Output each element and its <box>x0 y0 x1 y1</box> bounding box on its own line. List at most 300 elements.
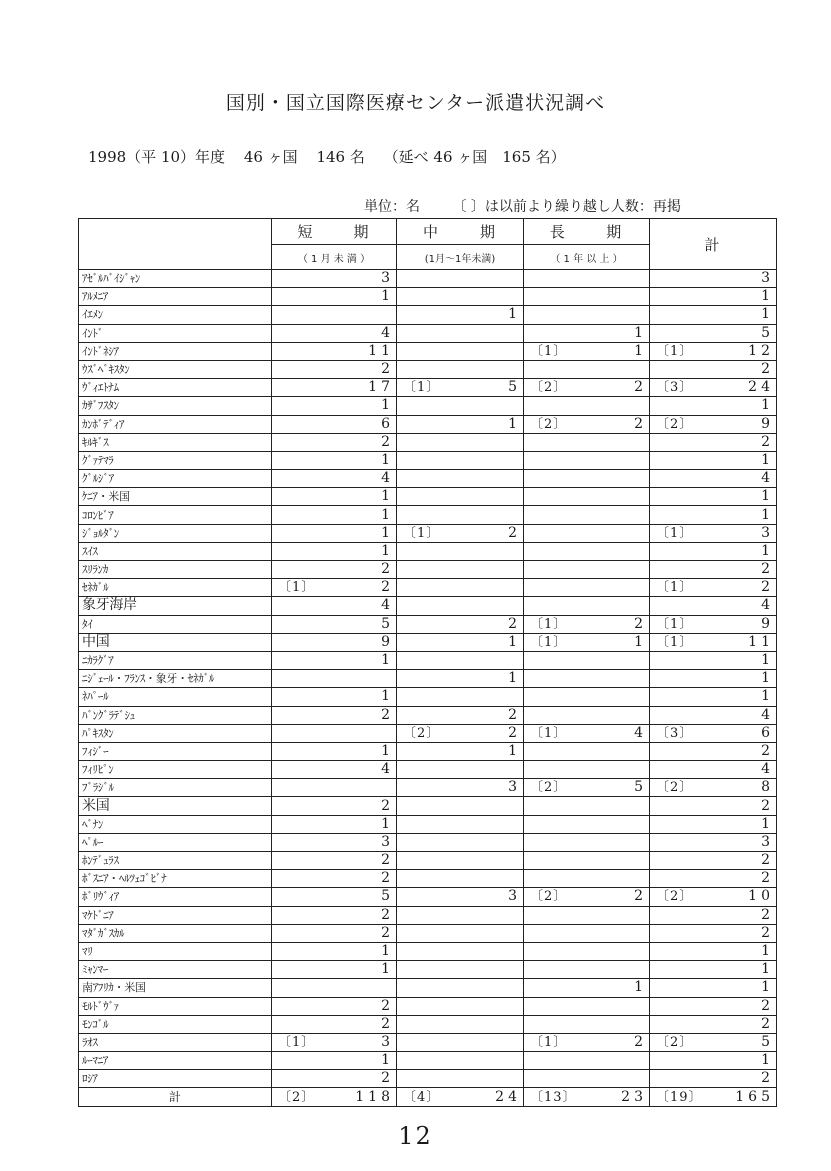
total-cell <box>650 1070 777 1088</box>
mid-cell <box>397 833 524 851</box>
total-cell <box>650 979 777 997</box>
total-count: 4 <box>761 706 774 723</box>
country-name: ﾎﾞｽﾆｱ・ﾍﾙﾂｪｺﾞﾋﾞﾅ <box>79 870 272 888</box>
total-cell <box>650 597 777 615</box>
long-count: 2 <box>634 379 647 396</box>
country-name: ﾆｶﾗｸﾞｱ <box>79 651 272 669</box>
total-cell <box>650 433 777 451</box>
mid-cell <box>397 488 524 506</box>
total-count: 165 <box>735 1088 774 1105</box>
short-count: 6 <box>381 415 394 432</box>
short-cell <box>272 979 397 997</box>
total-cell <box>650 761 777 779</box>
mid-cell <box>397 506 524 524</box>
short-count: 2 <box>381 924 394 941</box>
total-count: 2 <box>761 433 774 450</box>
long-cell <box>524 270 650 288</box>
short-cell <box>272 742 397 760</box>
short-count: 2 <box>381 561 394 578</box>
total-carryover: 〔2〕 <box>656 889 694 905</box>
short-cell <box>272 597 397 615</box>
long-cell <box>524 1070 650 1088</box>
table-row <box>79 470 777 488</box>
mid-carryover: 〔4〕 <box>403 1089 441 1105</box>
mid-count: 2 <box>508 724 521 741</box>
short-cell <box>272 433 397 451</box>
header-short-a: 短 <box>297 223 315 241</box>
long-count: 1 <box>634 979 647 996</box>
table-row <box>79 1033 777 1051</box>
total-carryover: 〔1〕 <box>656 580 694 596</box>
mid-cell <box>397 797 524 815</box>
long-cell <box>524 1015 650 1033</box>
total-cell <box>650 415 777 433</box>
country-name: ｲﾝﾄﾞﾈｼｱ <box>79 342 272 360</box>
table-row <box>79 688 777 706</box>
total-count: 1 <box>761 451 774 468</box>
dispatch-table <box>78 218 777 1107</box>
total-cell <box>650 397 777 415</box>
country-name: ｽﾘﾗﾝｶ <box>79 561 272 579</box>
short-cell <box>272 1015 397 1033</box>
table-row <box>79 270 777 288</box>
total-count: 1 <box>761 542 774 559</box>
long-count: 2 <box>634 615 647 632</box>
header-mid-sub: (1月～1年未満) <box>397 245 524 270</box>
mid-carryover: 〔1〕 <box>403 380 441 396</box>
total-count: 2 <box>761 561 774 578</box>
mid-cell <box>397 779 524 797</box>
mid-cell <box>397 561 524 579</box>
table-row <box>79 324 777 342</box>
total-carryover: 〔1〕 <box>656 616 694 632</box>
table-row <box>79 906 777 924</box>
mid-cell <box>397 597 524 615</box>
short-cell <box>272 579 397 597</box>
long-cell <box>524 561 650 579</box>
total-cell <box>650 942 777 960</box>
total-carryover: 〔3〕 <box>656 725 694 741</box>
short-count: 118 <box>355 1088 394 1105</box>
mid-cell <box>397 542 524 560</box>
short-count: 1 <box>381 815 394 832</box>
short-cell <box>272 961 397 979</box>
long-cell <box>524 1052 650 1070</box>
bracket-note: 〔 〕は以前より繰り越し人数：再掲 <box>452 199 681 215</box>
total-count: 2 <box>761 852 774 869</box>
mid-cell <box>397 270 524 288</box>
country-name: ﾀｲ <box>79 615 272 633</box>
short-cell <box>272 470 397 488</box>
short-count: 2 <box>381 1015 394 1032</box>
long-cell <box>524 579 650 597</box>
table-row <box>79 742 777 760</box>
mid-count: 1 <box>508 670 521 687</box>
table-row <box>79 633 777 651</box>
long-cell <box>524 979 650 997</box>
mid-cell <box>397 924 524 942</box>
short-count: 1 <box>381 506 394 523</box>
total-count: 1 <box>761 961 774 978</box>
header-country <box>79 219 272 270</box>
mid-count: 1 <box>508 633 521 650</box>
total-count: 1 <box>761 652 774 669</box>
total-count: 11 <box>748 633 774 650</box>
short-count: 2 <box>381 1070 394 1087</box>
short-cell <box>272 706 397 724</box>
total-count: 1 <box>761 943 774 960</box>
unit-label: 単位：名 <box>364 199 420 215</box>
mid-count: 2 <box>508 706 521 723</box>
total-cell <box>650 1052 777 1070</box>
short-cell <box>272 651 397 669</box>
mid-cell <box>397 979 524 997</box>
total-count: 5 <box>761 324 774 341</box>
country-name: ﾏﾀﾞｶﾞｽｶﾙ <box>79 924 272 942</box>
short-count: 2 <box>381 852 394 869</box>
short-count: 2 <box>381 706 394 723</box>
summary-persons: 146 名 <box>316 148 365 166</box>
country-name: ﾊﾟｷｽﾀﾝ <box>79 724 272 742</box>
total-cell <box>650 615 777 633</box>
short-cell <box>272 615 397 633</box>
long-carryover: 〔1〕 <box>530 634 568 650</box>
table-row <box>79 433 777 451</box>
short-count: 2 <box>381 997 394 1014</box>
total-count: 1 <box>761 506 774 523</box>
mid-cell <box>397 433 524 451</box>
total-cell <box>650 342 777 360</box>
short-cell <box>272 633 397 651</box>
mid-count: 3 <box>508 888 521 905</box>
mid-cell <box>397 742 524 760</box>
country-name: ｺﾛﾝﾋﾞｱ <box>79 506 272 524</box>
short-cell <box>272 1088 397 1107</box>
long-carryover: 〔1〕 <box>530 1034 568 1050</box>
country-name: ﾈﾊﾟｰﾙ <box>79 688 272 706</box>
long-cell <box>524 906 650 924</box>
table-row <box>79 615 777 633</box>
long-cell <box>524 888 650 906</box>
long-cell <box>524 306 650 324</box>
table-row <box>79 651 777 669</box>
total-count: 2 <box>761 1070 774 1087</box>
mid-cell <box>397 524 524 542</box>
total-cell <box>650 833 777 851</box>
mid-count: 1 <box>508 415 521 432</box>
mid-cell <box>397 942 524 960</box>
total-count: 5 <box>761 1033 774 1050</box>
total-cell <box>650 506 777 524</box>
header-mid-a: 中 <box>422 223 440 241</box>
long-cell <box>524 397 650 415</box>
total-count: 2 <box>761 797 774 814</box>
header-mid-b: 期 <box>479 223 497 241</box>
country-name: ｲﾝﾄﾞ <box>79 324 272 342</box>
total-count: 2 <box>761 1015 774 1032</box>
mid-cell <box>397 1088 524 1107</box>
country-name: ｹﾆｱ・米国 <box>79 488 272 506</box>
total-count: 6 <box>761 724 774 741</box>
page-number: 12 <box>398 1122 433 1150</box>
long-cell <box>524 761 650 779</box>
header-total-label: 計 <box>704 235 722 254</box>
table-row <box>79 724 777 742</box>
total-carryover: 〔3〕 <box>656 380 694 396</box>
header-long-b: 期 <box>606 223 624 241</box>
total-cell <box>650 324 777 342</box>
short-count: 2 <box>381 906 394 923</box>
table-row <box>79 942 777 960</box>
short-cell <box>272 306 397 324</box>
short-count: 9 <box>381 633 394 650</box>
table-row <box>79 979 777 997</box>
short-cell <box>272 888 397 906</box>
country-name: ﾊﾞﾝｸﾞﾗﾃﾞｼｭ <box>79 706 272 724</box>
totals-label: 計 <box>79 1088 272 1107</box>
country-name: ｸﾞﾙｼﾞｱ <box>79 470 272 488</box>
long-count: 1 <box>634 342 647 359</box>
country-name: ﾓﾝｺﾞﾙ <box>79 1015 272 1033</box>
total-count: 4 <box>761 597 774 614</box>
country-name: ﾆｼﾞｪｰﾙ・ﾌﾗﾝｽ・象牙・ｾﾈｶﾞﾙ <box>79 670 272 688</box>
short-count: 1 <box>381 288 394 305</box>
mid-cell <box>397 724 524 742</box>
table-row <box>79 870 777 888</box>
total-count: 2 <box>761 924 774 941</box>
long-cell <box>524 1088 650 1107</box>
short-count: 1 <box>381 943 394 960</box>
short-cell <box>272 761 397 779</box>
mid-cell <box>397 324 524 342</box>
total-cell <box>650 306 777 324</box>
country-name: 象牙海岸 <box>79 597 272 615</box>
short-cell <box>272 415 397 433</box>
country-name: ﾌｨﾘﾋﾟﾝ <box>79 761 272 779</box>
long-cell <box>524 633 650 651</box>
long-cell <box>524 524 650 542</box>
short-cell <box>272 924 397 942</box>
long-cell <box>524 451 650 469</box>
total-cell <box>650 579 777 597</box>
long-cell <box>524 688 650 706</box>
total-count: 2 <box>761 870 774 887</box>
mid-count: 2 <box>508 615 521 632</box>
country-name: ﾌｨｼﾞｰ <box>79 742 272 760</box>
short-cell <box>272 1052 397 1070</box>
short-count: 3 <box>381 833 394 850</box>
short-cell <box>272 524 397 542</box>
short-cell <box>272 451 397 469</box>
header-long <box>524 219 650 245</box>
header-long-sub: （ 1 年 以 上 ） <box>524 245 650 270</box>
total-cell <box>650 270 777 288</box>
long-cell <box>524 961 650 979</box>
total-count: 4 <box>761 470 774 487</box>
mid-cell <box>397 360 524 378</box>
long-cell <box>524 942 650 960</box>
long-carryover: 〔2〕 <box>530 889 568 905</box>
long-cell <box>524 324 650 342</box>
long-cell <box>524 997 650 1015</box>
short-cell <box>272 724 397 742</box>
total-cell <box>650 360 777 378</box>
table-row <box>79 997 777 1015</box>
mid-cell <box>397 852 524 870</box>
long-cell <box>524 706 650 724</box>
total-count: 1 <box>761 1052 774 1069</box>
long-cell <box>524 415 650 433</box>
total-cell <box>650 924 777 942</box>
table-row <box>79 288 777 306</box>
total-count: 1 <box>761 488 774 505</box>
total-cell <box>650 870 777 888</box>
total-cell <box>650 1015 777 1033</box>
long-cell <box>524 360 650 378</box>
country-name: ｱﾙﾒﾆｱ <box>79 288 272 306</box>
total-cell <box>650 815 777 833</box>
mid-count: 1 <box>508 742 521 759</box>
table-row <box>79 597 777 615</box>
long-cell <box>524 288 650 306</box>
summary-countries: 46 ヶ国 <box>243 148 298 166</box>
total-cell <box>650 488 777 506</box>
long-carryover: 〔2〕 <box>530 416 568 432</box>
long-carryover: 〔1〕 <box>530 343 568 359</box>
country-name: ﾌﾞﾗｼﾞﾙ <box>79 779 272 797</box>
short-cell <box>272 906 397 924</box>
long-cell <box>524 615 650 633</box>
short-cell <box>272 833 397 851</box>
short-count: 1 <box>381 1052 394 1069</box>
short-count: 1 <box>381 652 394 669</box>
short-cell <box>272 670 397 688</box>
table-row <box>79 506 777 524</box>
total-count: 3 <box>761 270 774 287</box>
long-count: 1 <box>634 633 647 650</box>
total-count: 2 <box>761 906 774 923</box>
country-name: 米国 <box>79 797 272 815</box>
country-name: 中国 <box>79 633 272 651</box>
country-name: ﾎﾞﾘｳﾞｨｱ <box>79 888 272 906</box>
country-name: ﾍﾟﾙｰ <box>79 833 272 851</box>
total-count: 9 <box>761 615 774 632</box>
mid-cell <box>397 451 524 469</box>
short-cell <box>272 797 397 815</box>
mid-cell <box>397 997 524 1015</box>
long-carryover: 〔1〕 <box>530 725 568 741</box>
long-cell <box>524 833 650 851</box>
short-cell <box>272 561 397 579</box>
mid-carryover: 〔2〕 <box>403 725 441 741</box>
table-row <box>79 1015 777 1033</box>
total-cell <box>650 688 777 706</box>
short-cell <box>272 270 397 288</box>
short-cell <box>272 324 397 342</box>
table-row <box>79 451 777 469</box>
total-carryover: 〔2〕 <box>656 416 694 432</box>
table-row <box>79 1052 777 1070</box>
mid-count: 3 <box>508 779 521 796</box>
country-name: ｳｽﾞﾍﾞｷｽﾀﾝ <box>79 360 272 378</box>
total-cell <box>650 997 777 1015</box>
total-count: 3 <box>761 833 774 850</box>
total-cell <box>650 524 777 542</box>
mid-count: 2 <box>508 524 521 541</box>
country-name: ﾐｬﾝﾏｰ <box>79 961 272 979</box>
total-cell <box>650 742 777 760</box>
header-long-a: 長 <box>549 223 567 241</box>
country-name: ﾛｼｱ <box>79 1070 272 1088</box>
short-cell <box>272 342 397 360</box>
total-cell <box>650 797 777 815</box>
short-cell <box>272 779 397 797</box>
short-count: 17 <box>368 379 394 396</box>
total-count: 1 <box>761 979 774 996</box>
country-name: ﾗｵｽ <box>79 1033 272 1051</box>
mid-cell <box>397 870 524 888</box>
long-cell <box>524 797 650 815</box>
mid-cell <box>397 1052 524 1070</box>
total-count: 4 <box>761 761 774 778</box>
long-count: 5 <box>634 779 647 796</box>
total-cell <box>650 1033 777 1051</box>
table-row <box>79 1070 777 1088</box>
short-cell <box>272 288 397 306</box>
total-cell <box>650 852 777 870</box>
short-count: 5 <box>381 615 394 632</box>
mid-cell <box>397 415 524 433</box>
total-count: 1 <box>761 288 774 305</box>
short-cell <box>272 397 397 415</box>
long-count: 4 <box>634 724 647 741</box>
mid-carryover: 〔1〕 <box>403 525 441 541</box>
country-name: ﾏｹﾄﾞﾆｱ <box>79 906 272 924</box>
table-row <box>79 524 777 542</box>
short-cell <box>272 1033 397 1051</box>
short-count: 11 <box>368 342 394 359</box>
mid-cell <box>397 815 524 833</box>
long-count: 1 <box>634 324 647 341</box>
long-carryover: 〔2〕 <box>530 780 568 796</box>
table-row <box>79 833 777 851</box>
table-row <box>79 379 777 397</box>
table-row <box>79 306 777 324</box>
mid-cell <box>397 706 524 724</box>
country-name: ﾓﾙﾄﾞｳﾞｧ <box>79 997 272 1015</box>
country-name: ｼﾞｮﾙﾀﾞﾝ <box>79 524 272 542</box>
country-name: ﾏﾘ <box>79 942 272 960</box>
short-cell <box>272 542 397 560</box>
summary-line <box>88 146 580 167</box>
long-cell <box>524 779 650 797</box>
mid-cell <box>397 288 524 306</box>
mid-cell <box>397 397 524 415</box>
total-cell <box>650 288 777 306</box>
country-name: ｾﾈｶﾞﾙ <box>79 579 272 597</box>
table-row <box>79 852 777 870</box>
mid-cell <box>397 761 524 779</box>
table-body <box>79 270 777 1107</box>
short-count: 4 <box>381 597 394 614</box>
short-count: 2 <box>381 870 394 887</box>
short-count: 4 <box>381 324 394 341</box>
table-row <box>79 342 777 360</box>
long-cell <box>524 852 650 870</box>
mid-cell <box>397 342 524 360</box>
long-cell <box>524 379 650 397</box>
mid-count: 1 <box>508 306 521 323</box>
